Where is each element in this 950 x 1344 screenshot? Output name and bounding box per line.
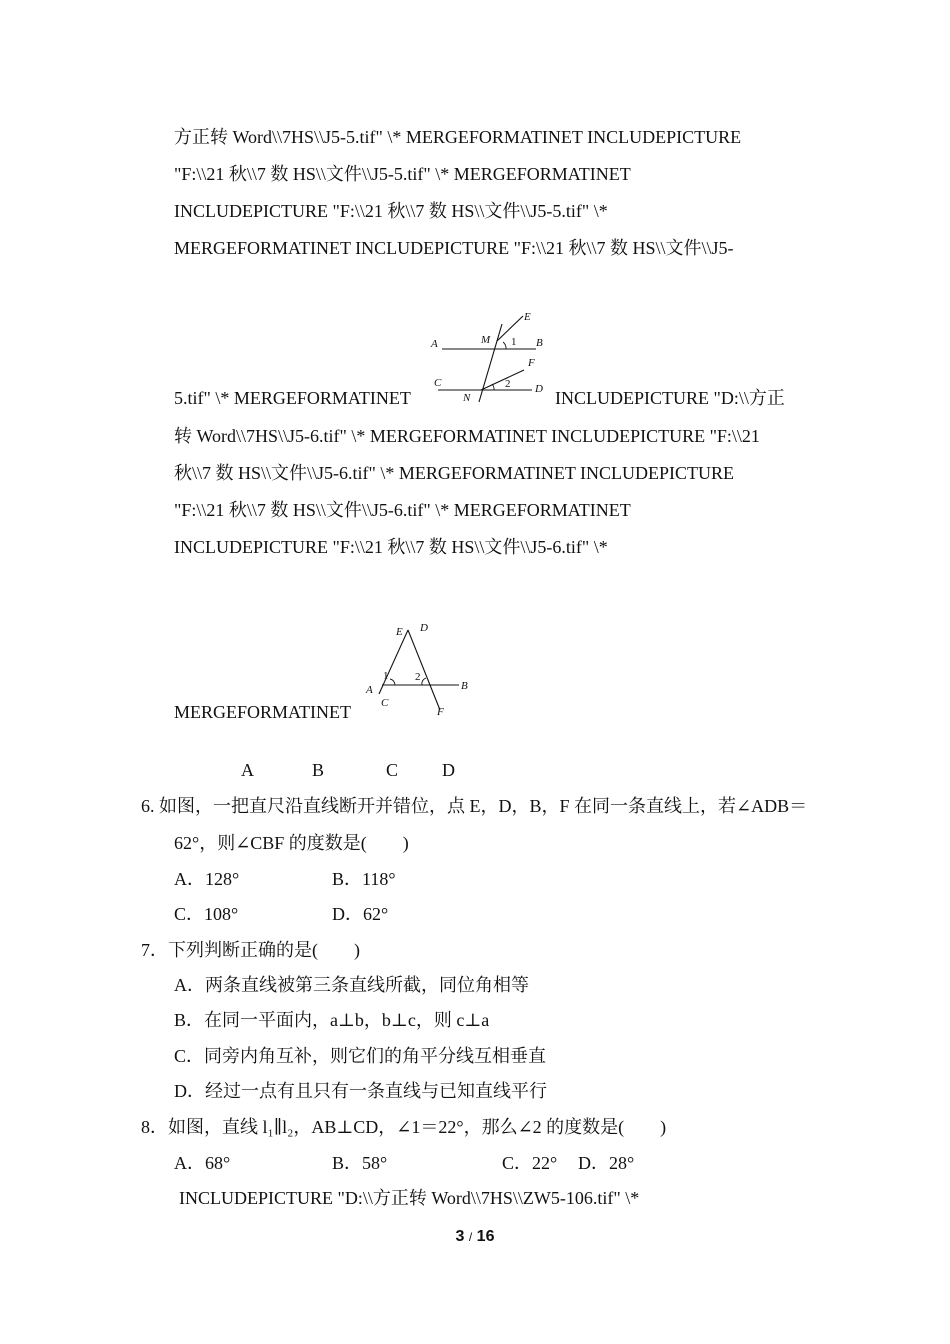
label-D: D xyxy=(420,622,428,634)
label-F: F xyxy=(528,357,535,369)
label-B: B xyxy=(461,680,468,692)
field-code-line-7: 秋\\7 数 HS\\文件\\J5-6.tif" \* MERGEFORMATINET INCLUDEPICTURE xyxy=(174,463,735,483)
label-D: D xyxy=(535,383,543,395)
label-A: A xyxy=(366,684,373,696)
field-code-line-4: MERGEFORMATINET INCLUDEPICTURE "F:\\21 秋\\7 数 HS\\文件\\J5- xyxy=(174,238,734,258)
q7-option-b: B．在同一平面内，a⊥b，b⊥c，则 c⊥a xyxy=(174,1010,490,1030)
q6-option-c: C．108° xyxy=(174,904,239,924)
label-angle-2: 2 xyxy=(505,378,511,390)
q8-stem: 8．如图，直线 l₁∥l₂，AB⊥CD，∠1＝22°，那么∠2 的度数是( ) xyxy=(141,1117,667,1137)
q7-option-d: D．经过一点有且只有一条直线与已知直线平行 xyxy=(174,1081,547,1101)
q8-field-code-line: INCLUDEPICTURE "D:\\方正转 Word\\7HS\\ZW5-106.tif" \* xyxy=(179,1188,640,1208)
q6-stem-line2: 62°，则∠CBF 的度数是( ) xyxy=(174,833,409,853)
label-angle-1: 1 xyxy=(511,336,517,348)
label-N: N xyxy=(463,392,471,404)
option-letter-b: B xyxy=(312,760,325,780)
q7-option-c: C．同旁内角互补，则它们的角平分线互相垂直 xyxy=(174,1046,547,1066)
label-angle-2: 2 xyxy=(415,671,421,683)
page-current: 3 xyxy=(455,1228,465,1245)
field-code-line-10: MERGEFORMATINET xyxy=(174,702,352,722)
figure-ruler-triangle xyxy=(362,618,474,722)
q8-option-c: C．22° xyxy=(502,1153,558,1173)
label-angle-1: 1 xyxy=(383,670,389,682)
q7-stem: 7．下列判断正确的是( ) xyxy=(141,940,360,960)
page-separator: / xyxy=(468,1230,473,1244)
q8-option-a: A．68° xyxy=(174,1153,231,1173)
page-number xyxy=(0,1228,950,1246)
figure-parallel-lines-transversal xyxy=(426,308,552,404)
field-code-line-6: 转 Word\\7HS\\J5-6.tif" \* MERGEFORMATINET INCLUDEPICTURE "F:\\21 xyxy=(174,426,760,446)
field-code-line-8: "F:\\21 秋\\7 数 HS\\文件\\J5-6.tif" \* MERGEFORMATINET xyxy=(174,500,631,520)
label-A: A xyxy=(431,338,438,350)
field-code-line-5-left: 5.tif" \* MERGEFORMATINET xyxy=(174,388,411,408)
page-total: 16 xyxy=(476,1228,495,1245)
q6-stem-line1: 6. 如图，一把直尺沿直线断开并错位，点 E，D，B，F 在同一条直线上，若∠ADB＝ xyxy=(141,796,808,816)
label-F: F xyxy=(437,706,444,718)
field-code-line-2: "F:\\21 秋\\7 数 HS\\文件\\J5-5.tif" \* MERGEFORMATINET xyxy=(174,164,631,184)
field-code-line-3: INCLUDEPICTURE "F:\\21 秋\\7 数 HS\\文件\\J5-5.tif" \* xyxy=(174,201,608,221)
option-letter-c: C xyxy=(386,760,399,780)
option-letter-a: A xyxy=(241,760,254,780)
field-code-line-1: 方正转 Word\\7HS\\J5-5.tif" \* MERGEFORMATINET INCLUDEPICTURE xyxy=(174,127,742,147)
label-C: C xyxy=(381,697,389,709)
q6-option-b: B．118° xyxy=(332,869,396,889)
q8-option-d: D．28° xyxy=(578,1153,635,1173)
field-code-line-9: INCLUDEPICTURE "F:\\21 秋\\7 数 HS\\文件\\J5-6.tif" \* xyxy=(174,537,608,557)
field-code-line-5-right: INCLUDEPICTURE "D:\\方正 xyxy=(555,388,785,408)
option-letter-d: D xyxy=(442,760,455,780)
label-E: E xyxy=(396,626,403,638)
label-E: E xyxy=(524,311,531,323)
label-B: B xyxy=(536,337,543,349)
q7-option-a: A．两条直线被第三条直线所截，同位角相等 xyxy=(174,975,529,995)
q6-option-a: A．128° xyxy=(174,869,240,889)
q6-option-d: D．62° xyxy=(332,904,389,924)
label-M: M xyxy=(481,334,491,346)
q8-option-b: B．58° xyxy=(332,1153,388,1173)
label-C: C xyxy=(434,377,442,389)
